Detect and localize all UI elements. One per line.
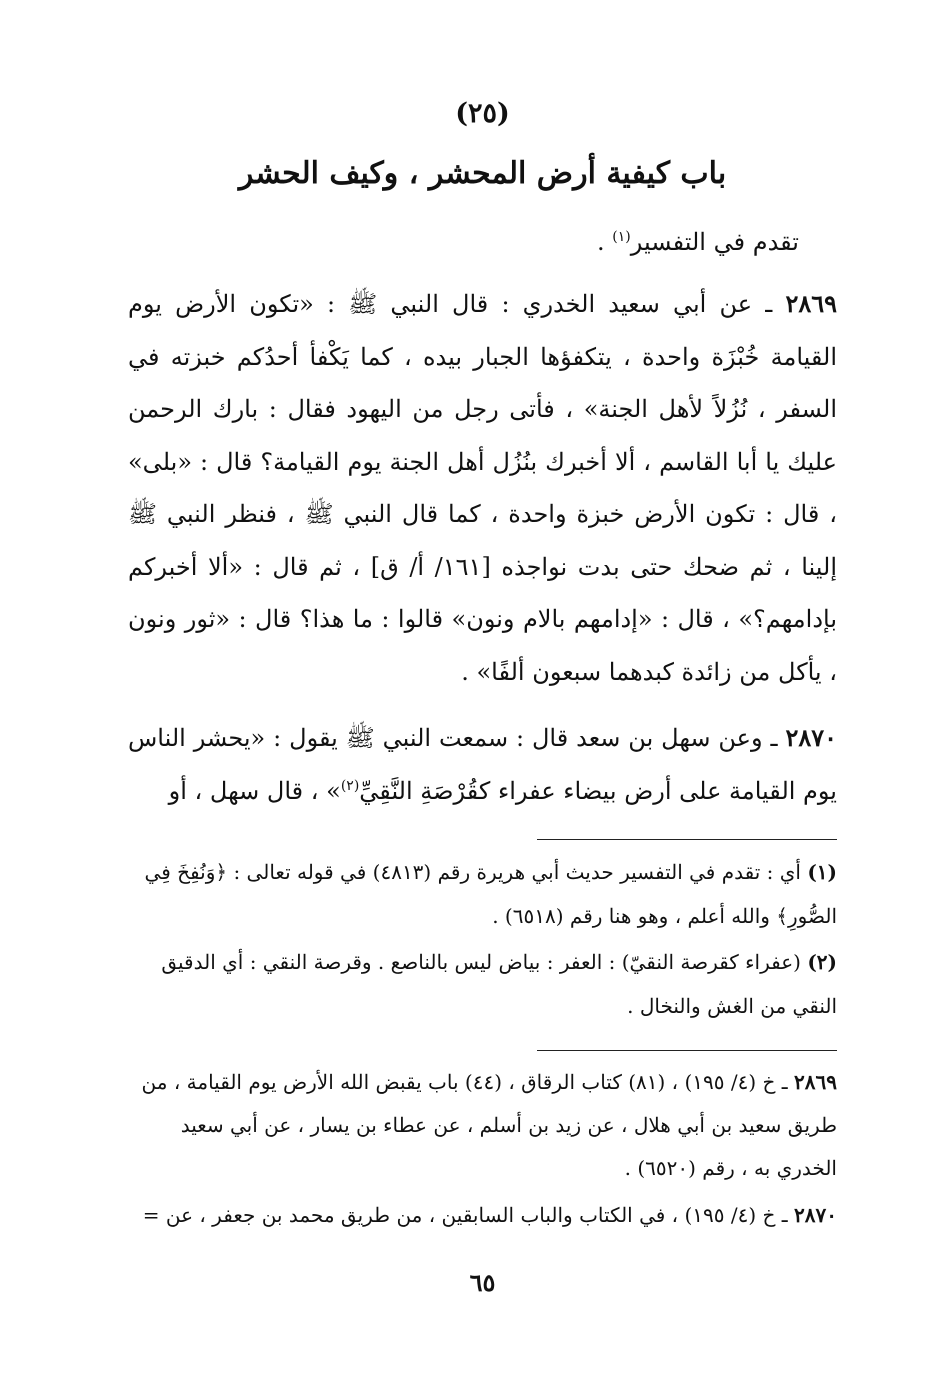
footnote-2 (128, 940, 837, 1028)
chapter-number: (٢٥) (455, 98, 510, 129)
takhrij-number: ٢٨٧٠ (794, 1203, 837, 1227)
takhrij-number: ٢٨٦٩ (794, 1070, 837, 1094)
footnote-1 (128, 850, 837, 938)
hadith-text-after: » ، قال سهل ، أو (168, 776, 341, 805)
hadith-text: ـ وعن سهل بن سعد قال : سمعت النبي ﷺ يقول : «يحشر الناس يوم القيامة على أرض بيضاء عفراء كقُرْصَةِ النَّقِيِّ (128, 724, 837, 805)
footnote-divider (537, 839, 837, 840)
footnote-text: أي : تقدم في التفسير حديث أبي هريرة رقم (٤٨١٣) في قوله تعالى : ﴿وَنُفِخَ فِي الصُّورِ﴾ والله أعلم ، وهو هنا رقم (٦٥١٨) . (144, 860, 837, 928)
takhrij-2869 (128, 1061, 837, 1190)
hadith-number: ٢٨٦٩ (785, 289, 838, 318)
takhrij-text: ـ خ (٤/ ١٩٥) ، (٨١) كتاب الرقاق ، (٤٤) باب يقبض الله الأرض يوم القيامة ، من طريق سعيد بن أبي هلال ، عن زيد بن أسلم ، عن عطاء بن يسار ، عن أبي سعيد الخدري به ، رقم (٦٥٢٠) . (141, 1070, 837, 1180)
hadith-2870 (128, 712, 837, 817)
book-page (128, 90, 837, 1320)
takhrij-2870 (128, 1194, 837, 1237)
hadith-number: ٢٨٧٠ (785, 723, 837, 752)
hadith-2869 (128, 278, 837, 698)
takhrij-text: ـ خ (٤/ ١٩٥) ، في الكتاب والباب السابقين ، من طريق محمد بن جعفر ، عن = (142, 1203, 795, 1227)
takhrij-divider (537, 1050, 837, 1051)
footnote-ref-1: (١) (612, 229, 631, 245)
footnote-text: (عفراء كقرصة النقيّ) : العفر : بياض ليس بالناصع . وقرصة النقي : أي الدقيق النقي من الغش والنخال . (161, 950, 837, 1018)
footnotes (128, 850, 837, 1028)
footnote-ref-2: (٢) (340, 777, 360, 794)
intro-paragraph (128, 220, 837, 264)
chapter-title: باب كيفية أرض المحشر ، وكيف الحشر (238, 156, 727, 191)
footnote-number: (٢) (807, 950, 837, 974)
takhrij-notes (128, 1061, 837, 1237)
intro-text: تقدم في التفسير (630, 228, 799, 256)
footnote-number: (١) (807, 860, 837, 884)
page-number: ٦٥ (469, 1268, 496, 1297)
hadith-text: ـ عن أبي سعيد الخدري : قال النبي ﷺ : «تكون الأرض يوم القيامة خُبْزَة واحدة ، يتكفؤها الجبار بيده ، كما يَكْفأ أحدُكم خبزته في السفر ، نُزُلاً لأهل الجنة» ، فأتى رجل من اليهود فقال : بارك الرحمن عليك يا أبا القاسم ، ألا أخبرك بنُزُل أهل الجنة يوم القيامة؟ قال : «بلى» ، قال : تكون الأرض خبزة واحدة ، كما قال النبي ﷺ ، فنظر النبي ﷺ إلينا ، ثم ضحك حتى بدت نواجذه [١٦١/ أ/ ق] ، ثم قال : «ألا أخبركم بإدامهم؟» ، قال : «إدامهم بالام ونون» قالوا : ما هذا؟ قال : «ثور ونون ، يأكل من زائدة كبدهما سبعون ألفًا» . (128, 290, 837, 686)
intro-end: . (596, 228, 613, 256)
